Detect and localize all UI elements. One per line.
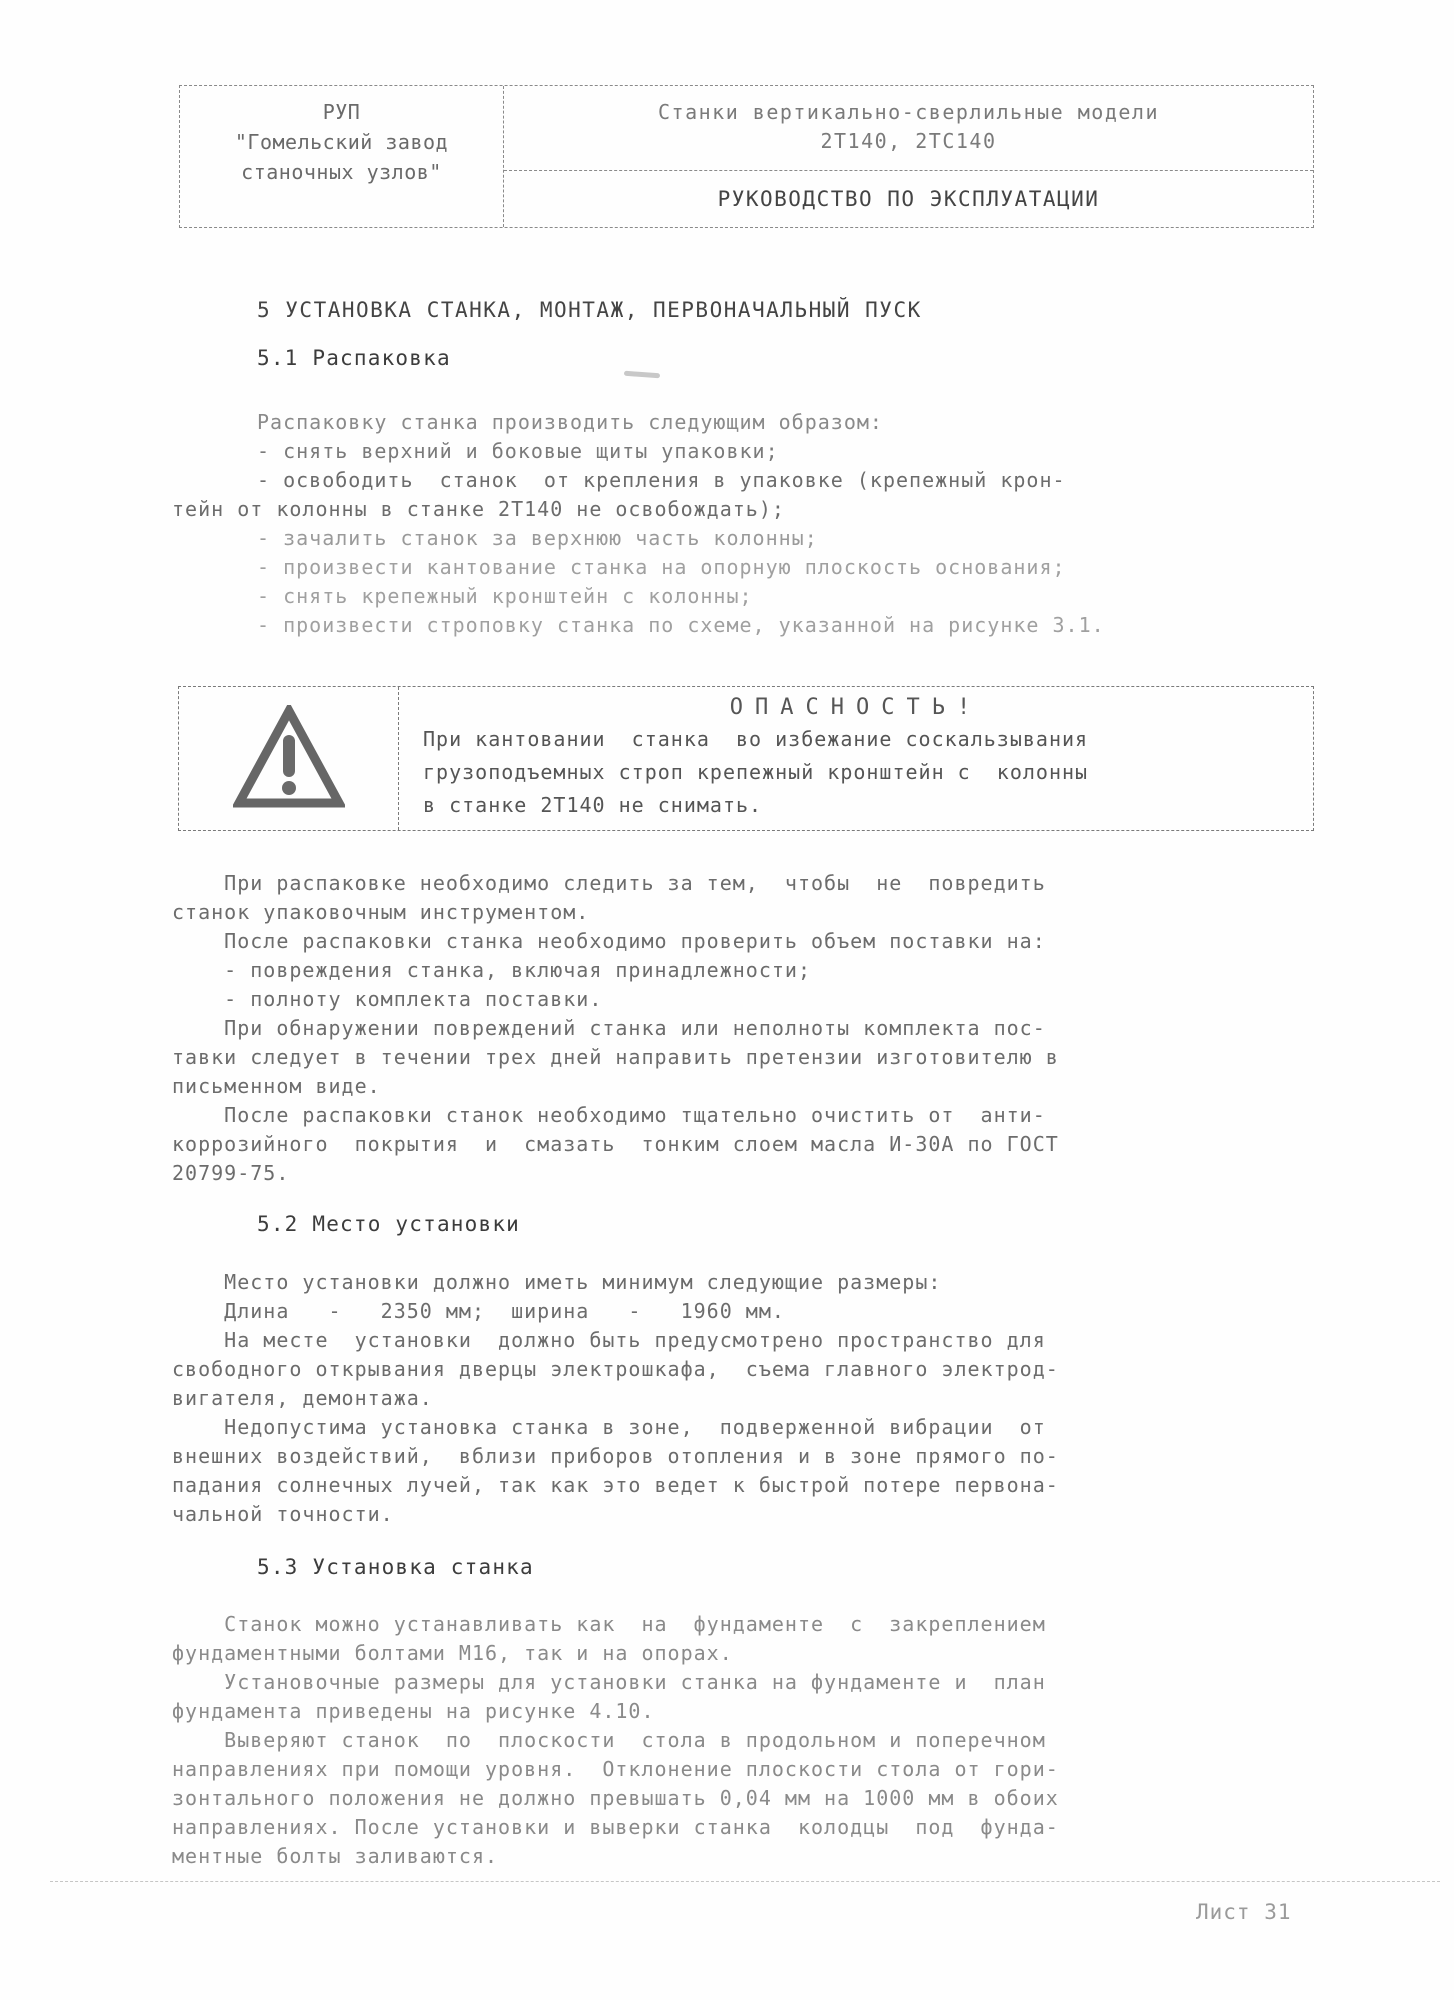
list-item: - произвести кантование станка на опорную плоскость основания; bbox=[257, 555, 1066, 579]
list-item: - произвести строповку станка по схеме, указанной на рисунке 3.1. bbox=[257, 613, 1105, 637]
subsection-5-1-heading-block bbox=[257, 344, 451, 373]
paragraph-line: - полноту комплекта поставки. bbox=[172, 987, 603, 1011]
document-type: РУКОВОДСТВО ПО ЭКСПЛУАТАЦИИ bbox=[717, 187, 1100, 211]
warning-content bbox=[399, 693, 1313, 822]
subsection-5-3-heading-block bbox=[257, 1553, 534, 1582]
paragraph-line: После распаковки станок необходимо тщательно очистить от анти- bbox=[172, 1103, 1046, 1127]
list-item: - освободить станок от крепления в упаковке (крепежный крон- bbox=[257, 468, 1066, 492]
paragraph-line: Недопустима установка станка в зоне, подверженной вибрации от bbox=[172, 1415, 1046, 1439]
paragraph-line: Место установки должно иметь минимум следующие размеры: bbox=[172, 1270, 942, 1294]
paragraph-line: тавки следует в течении трех дней направить претензии изготовителю в bbox=[172, 1045, 1059, 1069]
paragraph-line: коррозийного покрытия и смазать тонким слоем масла И-30А по ГОСТ bbox=[172, 1132, 1059, 1156]
warning-line: грузоподъемных строп крепежный кронштейн с колонны bbox=[423, 760, 1089, 784]
warning-triangle-icon bbox=[233, 705, 345, 809]
section-heading-block bbox=[257, 296, 922, 325]
warning-icon-cell bbox=[179, 687, 399, 830]
paragraph-line: Выверяют станок по плоскости стола в продольном и поперечном bbox=[172, 1728, 1046, 1752]
warning-text bbox=[399, 723, 1313, 822]
list-item-continuation: тейн от колонны в станке 2Т140 не освобождать); bbox=[172, 497, 785, 521]
subsection-title-5-3: 5.3 Установка станка bbox=[257, 1555, 534, 1579]
footer-divider bbox=[50, 1881, 1440, 1882]
subsection-title-5-2: 5.2 Место установки bbox=[257, 1212, 521, 1236]
org-line: РУП bbox=[322, 100, 361, 124]
paragraph-line: зонтального положения не должно превышать 0,04 мм на 1000 мм в обоих bbox=[172, 1786, 1059, 1810]
sheet-number: Лист 31 bbox=[1196, 1900, 1292, 1924]
paragraph-line: падания солнечных лучей, так как это ведет к быстрой потере первона- bbox=[172, 1473, 1059, 1497]
subsection-title-5-1: 5.1 Распаковка bbox=[257, 346, 451, 370]
list-item: - снять крепежный кронштейн с колонны; bbox=[257, 584, 753, 608]
product-line: Станки вертикально-сверлильные модели bbox=[657, 100, 1160, 124]
paragraph-line: После распаковки станка необходимо проверить объем поставки на: bbox=[172, 929, 1046, 953]
list-item: - зачалить станок за верхнюю часть колонны; bbox=[257, 526, 818, 550]
scan-smudge bbox=[624, 371, 660, 378]
paragraph-line: - повреждения станка, включая принадлежности; bbox=[172, 958, 812, 982]
subsection-5-2-heading-block bbox=[257, 1210, 520, 1239]
paragraph-line: станок упаковочным инструментом. bbox=[172, 900, 590, 924]
paragraph-line: внешних воздействий, вблизи приборов отопления и в зоне прямого по- bbox=[172, 1444, 1059, 1468]
warning-line: в станке 2Т140 не снимать. bbox=[423, 793, 763, 817]
machine-installation-text bbox=[172, 1610, 1059, 1871]
paragraph-line: фундаментными болтами М16, так и на опорах. bbox=[172, 1641, 733, 1665]
org-line: "Гомельский завод bbox=[234, 130, 449, 154]
paragraph-line: При распаковке необходимо следить за тем, чтобы не повредить bbox=[172, 871, 1046, 895]
unpacking-paragraphs bbox=[172, 869, 1059, 1188]
paragraph-line: На месте установки должно быть предусмотрено пространство для bbox=[172, 1328, 1046, 1352]
paragraph-line: вигателя, демонтажа. bbox=[172, 1386, 433, 1410]
paragraph-line: направлениях при помощи уровня. Отклонение плоскости стола от гори- bbox=[172, 1757, 1059, 1781]
warning-title: ОПАСНОСТЬ! bbox=[729, 695, 983, 720]
paragraph-line: При обнаружении повреждений станка или неполноты комплекта пос- bbox=[172, 1016, 1046, 1040]
paragraph-line: Длина - 2350 мм; ширина - 1960 мм. bbox=[172, 1299, 785, 1323]
paragraph-line: направлениях. После установки и выверки станка колодцы под фунда- bbox=[172, 1815, 1059, 1839]
unpacking-steps bbox=[172, 408, 1105, 640]
warning-line: При кантовании станка во избежание соскальзывания bbox=[423, 727, 1089, 751]
section-title: 5 УСТАНОВКА СТАНКА, МОНТАЖ, ПЕРВОНАЧАЛЬНЫЙ ПУСК bbox=[257, 298, 922, 322]
org-line: станочных узлов" bbox=[241, 160, 442, 184]
title-block bbox=[179, 85, 1314, 228]
paragraph-line: фундамента приведены на рисунке 4.10. bbox=[172, 1699, 655, 1723]
paragraph-line: письменном виде. bbox=[172, 1074, 381, 1098]
list-item: - снять верхний и боковые щиты упаковки; bbox=[257, 439, 779, 463]
paragraph-line: свободного открывания дверцы электрошкафа, съема главного электрод- bbox=[172, 1357, 1059, 1381]
paragraph: Распаковку станка производить следующим образом: bbox=[257, 410, 883, 434]
paragraph-line: Станок можно устанавливать как на фундаменте с закреплением bbox=[172, 1612, 1046, 1636]
paragraph-line: чальной точности. bbox=[172, 1502, 394, 1526]
product-cell bbox=[504, 86, 1313, 171]
paragraph-line: 20799-75. bbox=[172, 1161, 290, 1185]
paragraph-line: Установочные размеры для установки станка на фундаменте и план bbox=[172, 1670, 1046, 1694]
organization-cell bbox=[180, 86, 504, 227]
installation-site-text bbox=[172, 1268, 1059, 1529]
product-models: 2Т140, 2ТС140 bbox=[820, 129, 997, 153]
paragraph-line: ментные болты заливаются. bbox=[172, 1844, 499, 1868]
danger-warning-box bbox=[178, 686, 1314, 831]
